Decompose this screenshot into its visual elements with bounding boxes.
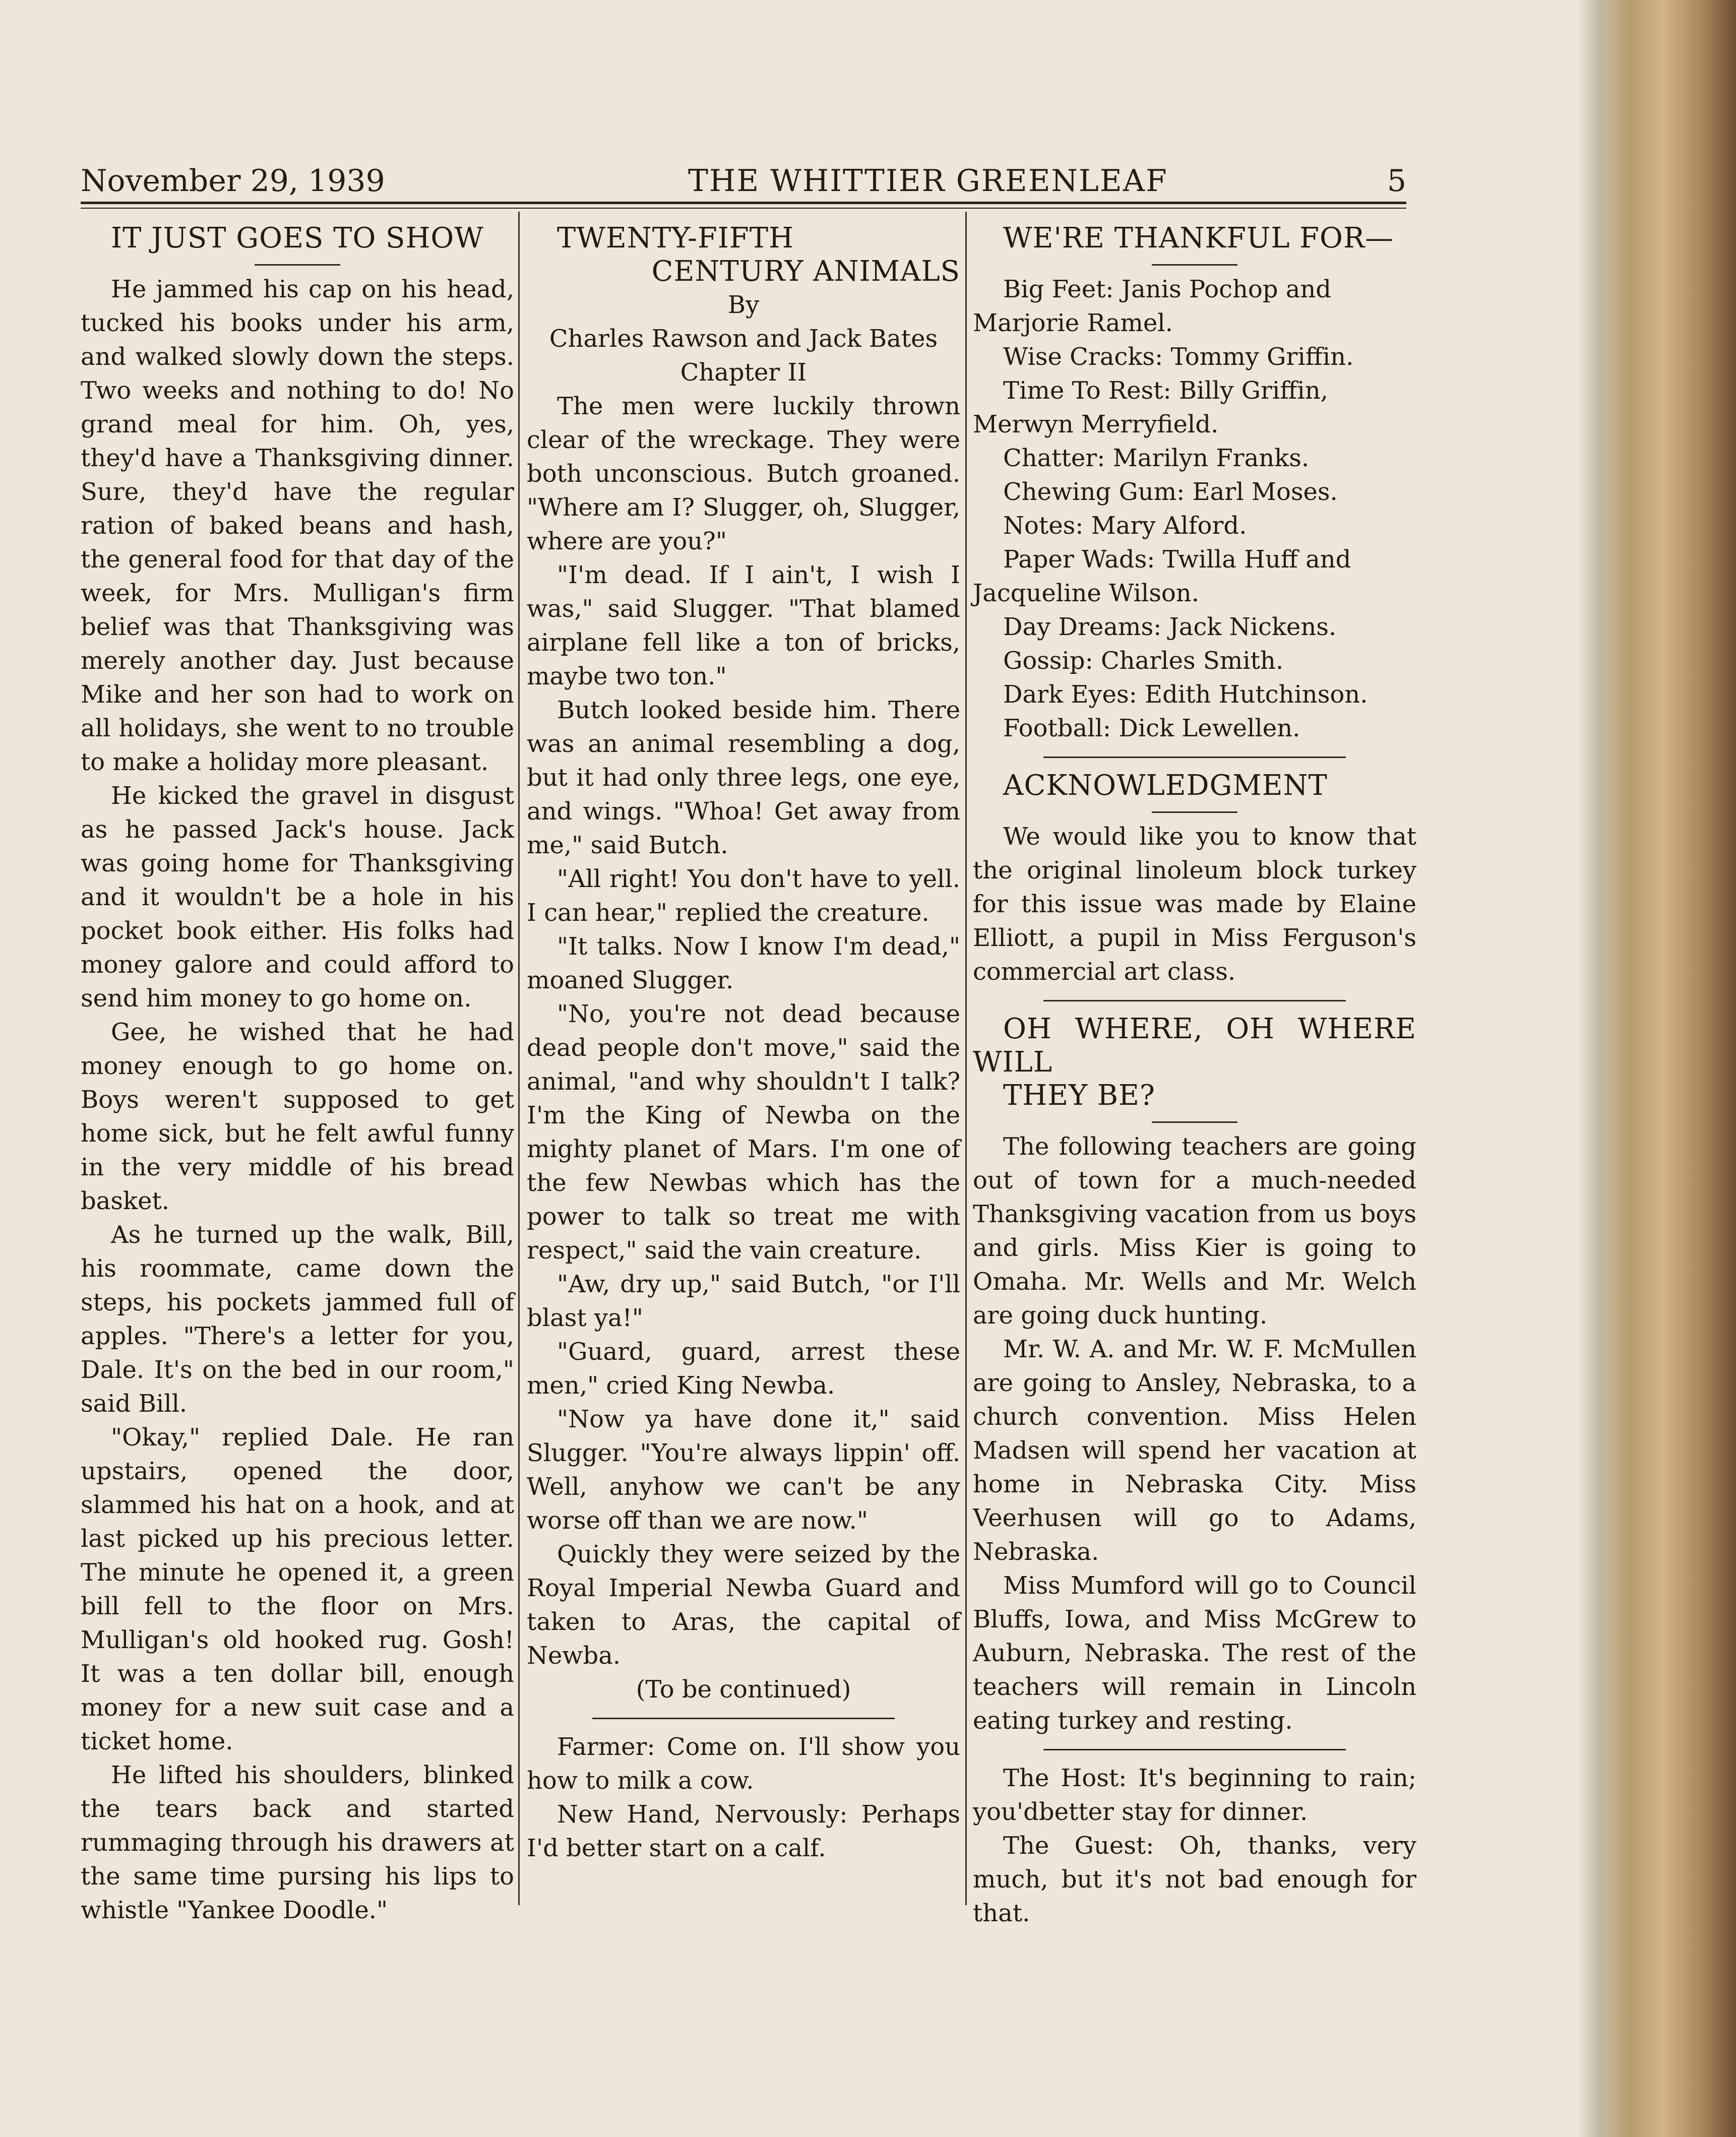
acknowledgment-heading: ACKNOWLEDGMENT bbox=[1003, 769, 1328, 802]
joke-line: New Hand, Nervously: Perhaps I'd better start on a calf. bbox=[527, 1800, 960, 1862]
serial-paragraph: "Guard, guard, arrest these men," cried King Newba. bbox=[527, 1338, 960, 1400]
serial-paragraph: "No, you're not dead because dead people don't move," said the animal, "and why shouldn't I talk? I'm the King of Newba on the mighty planet of Mars. I'm one of the few Newbas which has the power to talk so treat me with respect," said the vain creature. bbox=[527, 1000, 960, 1265]
thankful-item: Paper Wads: Twilla Huff and bbox=[1003, 545, 1351, 574]
serial-chapter: Chapter II bbox=[680, 358, 807, 387]
header-rule-thin bbox=[81, 208, 1406, 209]
joke-line: Farmer: Come on. I'll show you how to milk a cow. bbox=[527, 1733, 960, 1795]
serial-paragraph: "It talks. Now I know I'm dead," moaned Slugger. bbox=[527, 932, 960, 994]
thankful-item: Dark Eyes: Edith Hutchinson. bbox=[1003, 680, 1368, 709]
thankful-item-cont: Merwyn Merryfield. bbox=[973, 410, 1219, 438]
heading-rule bbox=[255, 264, 340, 266]
story-paragraph: "Okay," replied Dale. He ran upstairs, opened the door, slammed his hat on a hook, and at last picked up his precious letter. The minute he opened it, a green bill fell to the floor on Mrs. Mulligan's old hooked rug. Gosh! It was a ten dollar bill, enough money for a new suit case and a ticket home. bbox=[81, 1423, 514, 1755]
serial-paragraph: Quickly they were seized by the Royal Imperial Newba Guard and taken to Aras, the capital of Newba. bbox=[527, 1540, 960, 1670]
book-binding-edge bbox=[1603, 0, 1736, 2137]
where-heading-line2: THEY BE? bbox=[1003, 1079, 1155, 1112]
thankful-item: Time To Rest: Billy Griffin, bbox=[1003, 376, 1328, 405]
column-divider-1 bbox=[518, 212, 520, 1905]
story-paragraph: Gee, he wished that he had money enough to go home on. Boys weren't supposed to get home sick, but he felt awful funny in the very middle of his bread basket. bbox=[81, 1018, 514, 1215]
serial-heading-line1: TWENTY-FIFTH bbox=[557, 222, 794, 255]
column-story bbox=[81, 222, 514, 1927]
story-paragraph: As he turned up the walk, Bill, his roommate, came down the steps, his pockets jammed full of apples. "There's a letter for you, Dale. It's on the bed in our room," said Bill. bbox=[81, 1221, 514, 1418]
thankful-item: Chewing Gum: Earl Moses. bbox=[1003, 478, 1338, 506]
heading-rule bbox=[1152, 264, 1237, 266]
thankful-item: Day Dreams: Jack Nickens. bbox=[1003, 613, 1337, 641]
story-paragraph: He kicked the gravel in disgust as he passed Jack's house. Jack was going home for Thanksgiving and it wouldn't be a hole in his pocket book either. His folks had money galore and could afford to send him money to go home on. bbox=[81, 782, 514, 1013]
thankful-item-cont: Marjorie Ramel. bbox=[973, 309, 1173, 337]
where-paragraph: Miss Mumford will go to Council Bluffs, Iowa, and Miss McGrew to Auburn, Nebraska. The rest of the teachers will remain in Lincoln eating turkey and resting. bbox=[973, 1572, 1416, 1735]
serial-authors: Charles Rawson and Jack Bates bbox=[549, 325, 938, 353]
column-serial bbox=[527, 222, 960, 1865]
thankful-item: Wise Cracks: Tommy Griffin. bbox=[1003, 343, 1354, 371]
section-rule bbox=[592, 1718, 895, 1719]
thankful-item: Football: Dick Lewellen. bbox=[1003, 714, 1300, 742]
thankful-item-cont: Jacqueline Wilson. bbox=[973, 579, 1199, 607]
newspaper-title: THE WHITTIER GREENLEAF bbox=[688, 163, 1168, 199]
section-rule bbox=[1043, 1749, 1346, 1750]
thankful-heading: WE'RE THANKFUL FOR— bbox=[1003, 222, 1394, 255]
thankful-item: Notes: Mary Alford. bbox=[1003, 512, 1247, 540]
where-heading-line1: OH WHERE, OH WHERE WILL bbox=[973, 1013, 1416, 1079]
thankful-item: Big Feet: Janis Pochop and bbox=[1003, 275, 1332, 303]
serial-paragraph: "I'm dead. If I ain't, I wish I was," said Slugger. "That blamed airplane fell like a ton of bricks, maybe two ton." bbox=[527, 561, 960, 690]
host-joke-line: The Guest: Oh, thanks, very much, but it's not bad enough for that. bbox=[973, 1832, 1416, 1927]
serial-paragraph: Butch looked beside him. There was an animal resembling a dog, but it had only three legs, one eye, and wings. "Whoa! Get away from me," said Butch. bbox=[527, 696, 960, 859]
page-header bbox=[81, 161, 1406, 202]
acknowledgment-text: We would like you to know that the original linoleum block turkey for this issue was made by Elaine Elliott, a pupil in Miss Ferguson's commercial art class. bbox=[973, 823, 1416, 986]
heading-rule bbox=[1152, 1121, 1237, 1123]
where-paragraph: The following teachers are going out of town for a much-needed Thanksgiving vacation from us boys and girls. Miss Kier is going to Omaha. Mr. Wells and Mr. Welch are going duck hunting. bbox=[973, 1133, 1416, 1330]
thankful-list bbox=[973, 273, 1416, 745]
serial-paragraph: "Now ya have done it," said Slugger. "You're always lippin' off. Well, anyhow we can't be any worse off than we are now." bbox=[527, 1405, 960, 1535]
serial-paragraph: "Aw, dry up," said Butch, "or I'll blast ya!" bbox=[527, 1270, 960, 1332]
issue-date: November 29, 1939 bbox=[81, 163, 385, 199]
serial-paragraph: "All right! You don't have to yell. I can hear," replied the creature. bbox=[527, 865, 960, 927]
serial-by: By bbox=[727, 291, 760, 319]
heading-rule bbox=[1152, 811, 1237, 813]
section-rule bbox=[1043, 1000, 1346, 1001]
thankful-item: Gossip: Charles Smith. bbox=[1003, 647, 1284, 675]
thankful-item: Chatter: Marilyn Franks. bbox=[1003, 444, 1310, 472]
page-number: 5 bbox=[1387, 163, 1406, 199]
story-paragraph: He lifted his shoulders, blinked the tears back and started rummaging through his drawers at the same time pursing his lips to whistle "Yankee Doodle." bbox=[81, 1761, 514, 1924]
to-be-continued: (To be continued) bbox=[636, 1675, 851, 1704]
story-heading: IT JUST GOES TO SHOW bbox=[111, 222, 484, 255]
header-rule-thick bbox=[81, 202, 1406, 204]
column-notes bbox=[973, 222, 1416, 1930]
story-paragraph: He jammed his cap on his head, tucked his books under his arm, and walked slowly down the steps. Two weeks and nothing to do! No grand meal for him. Oh, yes, they'd have a Thanksgiving dinner. Sure, they'd have the regular ration of baked beans and hash, the general food for that day of the week, for Mrs. Mulligan's firm belief was that Thanksgiving was merely another day. Just because Mike and her son had to work on all holidays, she went to no trouble to make a holiday more pleasant. bbox=[81, 275, 514, 776]
serial-paragraph: The men were luckily thrown clear of the wreckage. They were both unconscious. Butch groaned. "Where am I? Slugger, oh, Slugger, where are you?" bbox=[527, 392, 960, 555]
section-rule bbox=[1043, 757, 1346, 758]
host-joke-line: The Host: It's beginning to rain; you'dbetter stay for dinner. bbox=[973, 1764, 1416, 1826]
where-paragraph: Mr. W. A. and Mr. W. F. McMullen are going to Ansley, Nebraska, to a church convention. Miss Helen Madsen will spend her vacation at home in Nebraska City. Miss Veerhusen will go to Adams, Nebraska. bbox=[973, 1335, 1416, 1566]
column-divider-2 bbox=[965, 212, 967, 1905]
serial-heading-line2: CENTURY ANIMALS bbox=[651, 255, 960, 288]
